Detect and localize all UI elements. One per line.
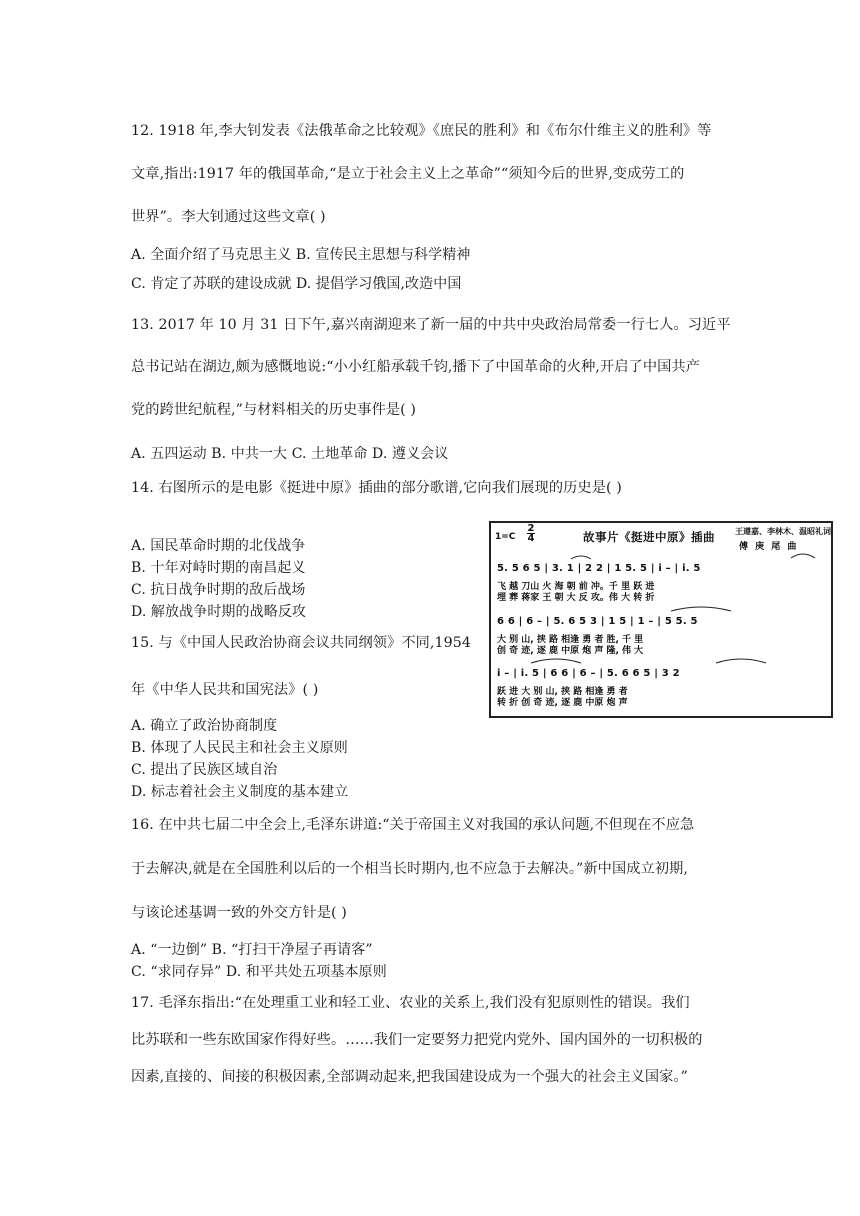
q13-line-3: 党的跨世纪航程,”与材料相关的历史事件是( ) — [131, 402, 417, 418]
score-lyrics-row-2b: 创 奇 迹, 逐 鹿 中原 炮 声 隆, 伟 大 — [497, 646, 644, 656]
q13-line-2: 总书记站在湖边,颇为感慨地说:“小小红船承载千钧,播下了中国革命的火种,开启了中国共产 — [131, 359, 700, 375]
q17-line-1: 17. 毛泽东指出:“在处理重工业和轻工业、农业的关系上,我们没有犯原则性的错误。我们 — [131, 995, 690, 1011]
q13-line-1: 13. 2017 年 10 月 31 日下午,嘉兴南湖迎来了新一届的中共中央政治局常委一行七人。习近平 — [131, 317, 731, 333]
slur-1 — [791, 554, 815, 558]
score-title: 故事片《挺进中原》插曲 — [583, 530, 715, 544]
q15-option-b: B. 体现了人民民主和社会主义原则 — [131, 740, 348, 756]
score-lyricists: 王遵嘉、李林木、温昭礼词 — [735, 527, 831, 536]
q14-option-b: B. 十年对峙时期的南昌起义 — [131, 560, 306, 576]
q15-option-d: D. 标志着社会主义制度的基本建立 — [131, 784, 349, 800]
score-key: 1=C — [495, 532, 516, 542]
slur-4 — [531, 659, 581, 663]
q16-line-2: 于去解决,就是在全国胜利以后的一个相当长时期内,也不应急于去解决。”新中国成立初期, — [131, 861, 689, 877]
score-notes-row-3: i – | i. 5 | 6 6 | 6 – | 5. 6 6 5 | 3 2 — [497, 668, 680, 679]
slur-3 — [671, 607, 731, 611]
meter-bottom: 4 — [527, 533, 535, 544]
score-lyrics-row-3b: 转 折 创 奇 迹, 逐 鹿 中原 炮 声 — [497, 698, 628, 708]
q12-options-1: A. 全面介绍了马克思主义 B. 宣传民主思想与科学精神 — [131, 247, 471, 263]
q14-option-a: A. 国民革命时期的北伐战争 — [131, 538, 306, 554]
q12-line-2: 文章,指出:1917 年的俄国革命,“是立于社会主义上之革命”“须知今后的世界,变成劳工的 — [131, 166, 685, 182]
q15-line-2: 年《中华人民共和国宪法》( ) — [131, 682, 319, 698]
score-notes-row-2: 6 6 | 6 – | 5. 6 5 3 | 1 5 | 1 – | 5 5. 5 — [497, 616, 698, 627]
q16-line-3: 与该论述基调一致的外交方针是( ) — [131, 905, 347, 921]
slur-2 — [571, 556, 591, 559]
q15-option-a: A. 确立了政治协商制度 — [131, 718, 278, 734]
q12-line-1: 12. 1918 年,李大钊发表《法俄革命之比较观》《庶民的胜利》和《布尔什维主义的胜利》等 — [131, 123, 712, 139]
q12-options-2: C. 肯定了苏联的建设成就 D. 提倡学习俄国,改造中国 — [131, 276, 462, 292]
q14-line-1: 14. 右图所示的是电影《挺进中原》插曲的部分歌谱,它向我们展现的历史是( ) — [131, 480, 622, 496]
meter-top: 2 — [527, 523, 535, 534]
q15-line-1: 15. 与《中国人民政治协商会议共同纲领》不同,1954 — [131, 635, 472, 651]
slur-5 — [716, 659, 766, 663]
q16-options-2: C. “求同存异” D. 和平共处五项基本原则 — [131, 964, 387, 980]
score-lyrics-row-3a: 跃 进 大 别 山, 挟 路 相逢 勇 者 — [497, 687, 628, 697]
q16-options-1: A. “一边倒” B. “打扫干净屋子再请客” — [131, 942, 373, 958]
song-score-figure — [489, 521, 833, 718]
score-lyrics-row-2a: 大 别 山, 挟 路 相逢 勇 者 胜, 千 里 — [497, 635, 644, 645]
score-lyrics-row-1a: 飞 越 刀山 火 海 朝 前 冲。千 里 跃 进 — [497, 582, 655, 592]
q17-line-3: 因素,直接的、间接的积极因素,全部调动起来,把我国建设成为一个强大的社会主义国家。” — [131, 1069, 689, 1085]
q17-line-2: 比苏联和一些东欧国家作得好些。……我们一定要努力把党内党外、国内国外的一切积极的 — [131, 1032, 703, 1048]
q15-option-c: C. 提出了民族区域自治 — [131, 762, 278, 778]
score-lyrics-row-1b: 埋 葬 蒋家 王 朝 大 反 攻。伟 大 转 折 — [497, 593, 655, 603]
q14-option-d: D. 解放战争时期的战略反攻 — [131, 604, 307, 620]
q13-options: A. 五四运动 B. 中共一大 C. 土地革命 D. 遵义会议 — [131, 446, 449, 462]
score-composer: 傅 庚 尾 曲 — [739, 542, 799, 552]
score-slurs — [491, 523, 831, 716]
q12-line-3: 世界”。李大钊通过这些文章( ) — [131, 209, 326, 225]
score-notes-row-1: 5. 5 6 5 | 3. 1 | 2 2 | 1 5. 5 | i – | i. 5 — [497, 563, 701, 574]
q16-line-1: 16. 在中共七届二中全会上,毛泽东讲道:“关于帝国主义对我国的承认问题,不但现在不应急 — [131, 817, 695, 833]
q14-option-c: C. 抗日战争时期的敌后战场 — [131, 582, 306, 598]
